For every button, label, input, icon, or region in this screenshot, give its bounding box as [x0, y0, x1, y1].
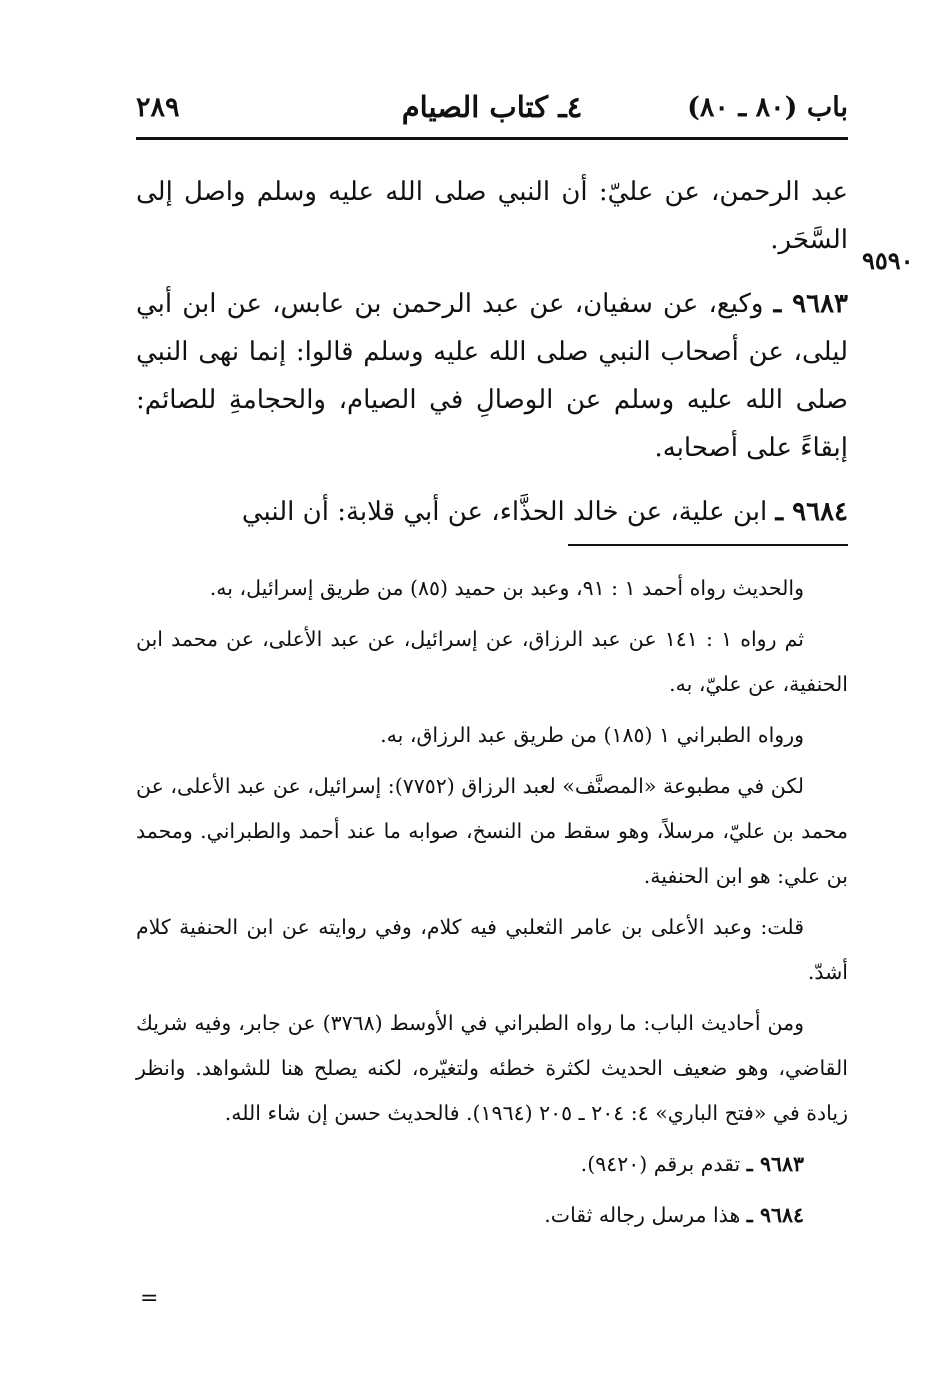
footnote-8	[136, 1193, 848, 1238]
footnote-number: ٩٦٨٣ ـ	[746, 1152, 804, 1176]
margin-hadith-number: ٩٥٩٠	[862, 246, 914, 275]
footnote-text: هذا مرسل رجاله ثقات.	[544, 1203, 741, 1227]
header-rule	[136, 137, 848, 140]
footnote-1: والحديث رواه أحمد ١ : ٩١، وعبد بن حميد (٨٥) من طريق إسرائيل، به.	[209, 576, 804, 600]
footnotes	[136, 566, 848, 1244]
footnote-text: تقدم برقم (٩٤٢٠).	[580, 1152, 741, 1176]
main-text	[136, 168, 848, 552]
main-paragraph-1-text: عبد الرحمن، عن عليّ: أن النبي صلى الله عليه وسلم واصل إلى السَّحَر.	[136, 177, 848, 255]
hadith-text: ابن علية، عن خالد الحذَّاء، عن أبي قلابة: أن النبي	[241, 497, 768, 527]
hadith-9683	[136, 280, 848, 472]
footnote-number: ٩٦٨٤ ـ	[746, 1203, 804, 1227]
footnote-4: لكن في مطبوعة «المصنَّف» لعبد الرزاق (٧٧٥٢): إسرائيل، عن عبد الأعلى، عن محمد بن عليّ، مرسلاً، وهو سقط من النسخ، صوابه ما عند أحمد والطبراني. ومحمد بن علي: هو ابن الحنفية.	[136, 774, 848, 888]
main-paragraph-1	[136, 168, 848, 264]
continuation-mark: =	[140, 1286, 159, 1311]
page-number: ٢٨٩	[136, 92, 180, 123]
footnote-rule	[568, 544, 848, 546]
hadith-number: ٩٦٨٤ ـ	[775, 497, 848, 527]
hadith-9684	[136, 488, 848, 536]
book-title: ٤ـ كتاب الصيام	[401, 90, 583, 124]
footnote-5: قلت: وعبد الأعلى بن عامر الثعلبي فيه كلام، وفي روايته عن ابن الحنفية كلام أشدّ.	[136, 915, 848, 984]
page-header	[136, 84, 848, 134]
footnote-2: ثم رواه ١ : ١٤١ عن عبد الرزاق، عن إسرائيل، عن عبد الأعلى، عن محمد ابن الحنفية، عن عليّ، به.	[136, 627, 848, 696]
hadith-text: وكيع، عن سفيان، عن عبد الرحمن بن عابس، عن ابن أبي ليلى، عن أصحاب النبي صلى الله عليه وسلم قالوا: إنما نهى النبي صلى الله عليه وسلم عن الوصالِ في الصيام، والحجامةِ للصائم: إبقاءً على أصحابه.	[136, 289, 848, 463]
chapter-title: باب (٨٠ ـ ٨٠)	[687, 92, 848, 123]
hadith-number: ٩٦٨٣ ـ	[773, 289, 849, 319]
footnote-3: ورواه الطبراني ١ (١٨٥) من طريق عبد الرزاق، به.	[380, 723, 804, 747]
footnote-6: ومن أحاديث الباب: ما رواه الطبراني في الأوسط (٣٧٦٨) عن جابر، وفيه شريك القاضي، وهو ضعيف الحديث لكثرة خطئه ولتغيّره، لكنه يصلح هنا للشواهد. وانظر زيادة في «فتح الباري» ٤: ٢٠٤ ـ ٢٠٥ (١٩٦٤). فالحديث حسن إن شاء الله.	[136, 1011, 848, 1125]
footnote-7	[136, 1142, 848, 1187]
